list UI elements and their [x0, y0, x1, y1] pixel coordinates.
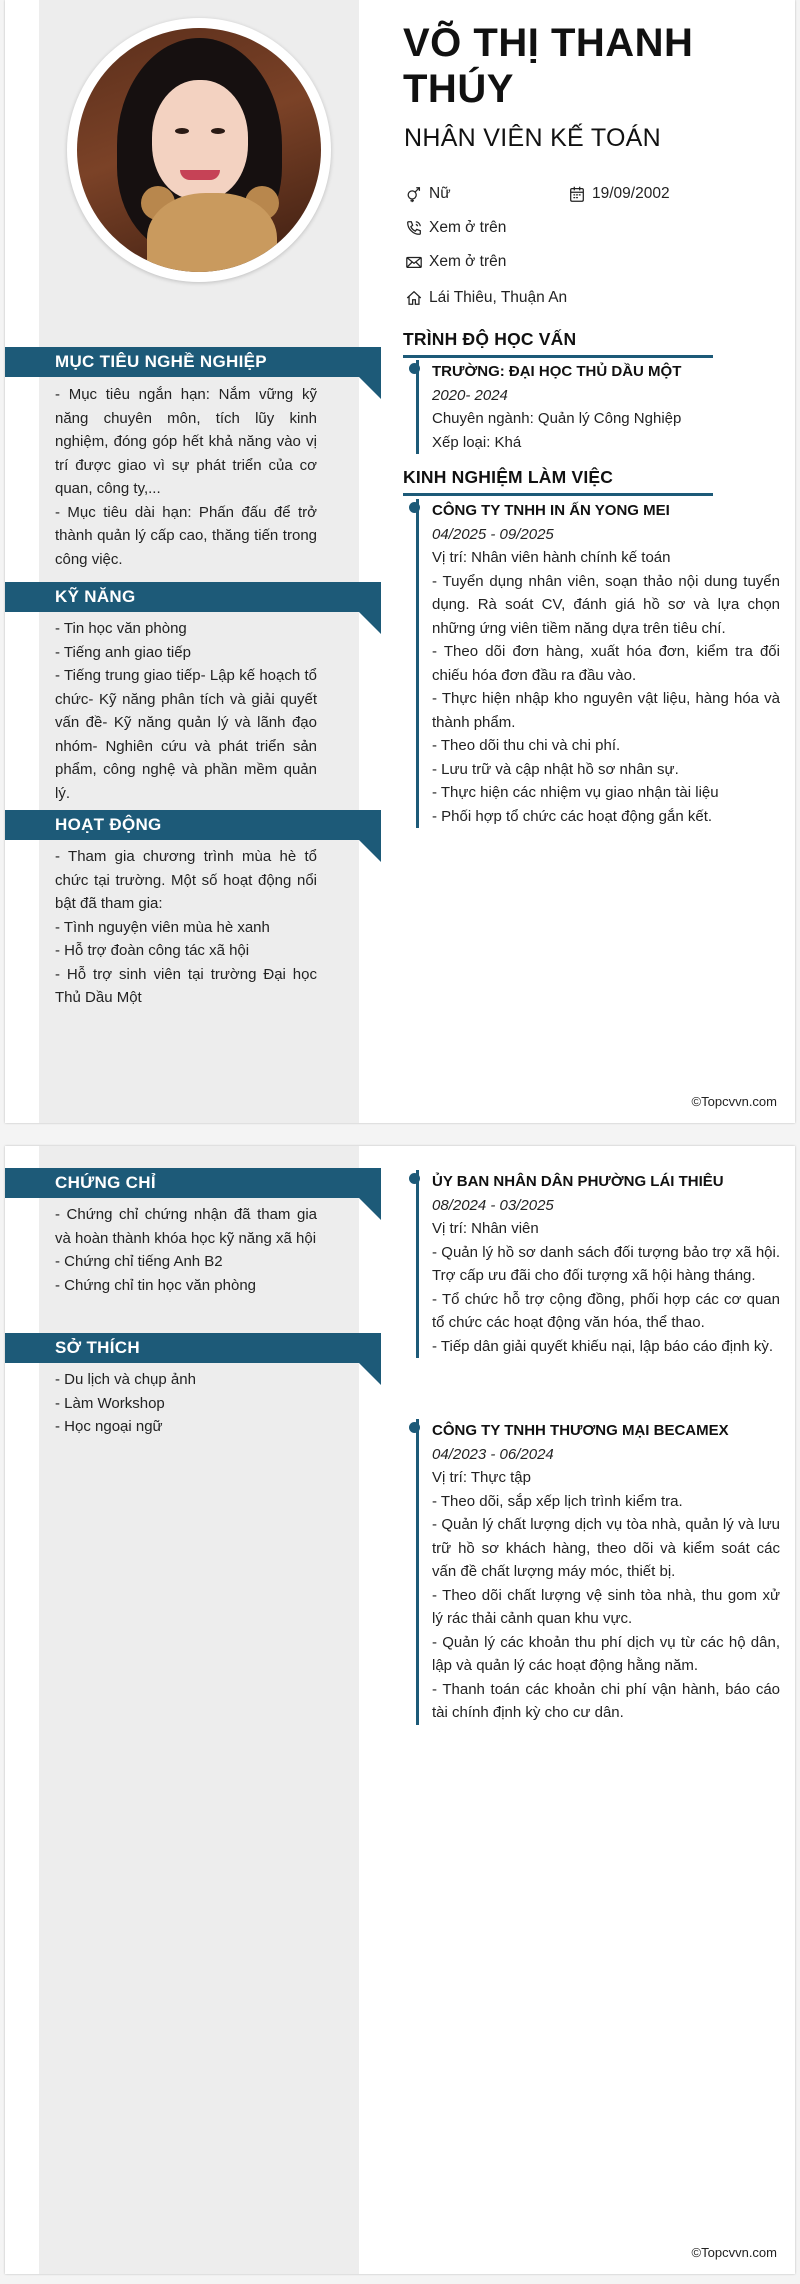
job-line: Vị trí: Nhân viên hành chính kế toán [432, 549, 671, 566]
job-line: - Tổ chức hỗ trợ cộng đồng, phối hợp các cơ quan tổ chức các hoạt động văn hóa, thể thao. [432, 1290, 780, 1331]
school-name: TRƯỜNG: ĐẠI HỌC THỦ DẦU MỘT [432, 363, 682, 380]
activity-item: - Tình nguyện viên mùa hè xanh [55, 918, 270, 936]
job-line: - Thực hiện nhập kho nguyên vật liệu, hàng hóa và thành phẩm. [432, 690, 780, 731]
skills-heading: KỸ NĂNG [5, 582, 381, 612]
mail-icon [405, 253, 423, 271]
job-line: Vị trí: Nhân viên [432, 1220, 539, 1237]
home-icon [405, 289, 423, 307]
job-period: 08/2024 - 03/2025 [432, 1196, 554, 1214]
email-row [405, 252, 506, 272]
education-major: Chuyên ngành: Quản lý Công Nghiệp [432, 410, 682, 427]
job-period: 04/2023 - 06/2024 [432, 1445, 554, 1463]
job-period: 04/2025 - 09/2025 [432, 525, 554, 543]
objective-short-term: - Mục tiêu ngắn hạn: Nắm vững kỹ năng chuyên môn, tích lũy kinh nghiệm, đóng góp hết khả năng vào vị trí được giao vì sự phát triển của cơ quan, công ty,... [55, 386, 317, 497]
education-heading: TRÌNH ĐỘ HỌC VẤN [403, 329, 713, 358]
certificates-list [55, 1203, 317, 1297]
job-line: - Quản lý chất lượng dịch vụ tòa nhà, quản lý và lưu trữ hồ sơ khách hàng, theo dõi và kiểm soát các vấn đề chất lượng máy móc, thiết bị. [432, 1516, 780, 1580]
email-value: Xem ở trên [429, 253, 507, 270]
job-line: Vị trí: Thực tập [432, 1469, 531, 1486]
gender-icon [405, 185, 423, 203]
page-footer: ©Topcvvn.com [691, 2245, 777, 2260]
activity-item: - Hỗ trợ sinh viên tại trường Đại học Thủ Dầu Một [55, 965, 317, 1006]
job-title: NHÂN VIÊN KẾ TOÁN [404, 124, 662, 152]
skill-item: - Tin học văn phòng [55, 620, 187, 637]
dob-value: 19/09/2002 [592, 185, 670, 202]
experience-entry [416, 499, 780, 828]
skill-item: - Tiếng trung giao tiếp- Lập kế hoạch tổ chức- Kỹ năng phân tích và giải quyết vấn đề- Kỹ năng quản lý và lãnh đạo nhóm- Nghiên cứu và phát triển sản phẩm, công nghệ và phần mềm quản lý. [55, 667, 317, 802]
certificate-item: - Chứng chỉ tiếng Anh B2 [55, 1253, 223, 1270]
job-line: - Tuyển dụng nhân viên, soạn thảo nội dung tuyển dụng. Rà soát CV, đánh giá hồ sơ và lựa chọn những ứng viên tiềm năng dựa trên tiêu chí. [432, 572, 780, 637]
timeline-dot [409, 1422, 420, 1433]
job-line: - Thực hiện các nhiệm vụ giao nhận tài liệu [432, 784, 719, 801]
address-value: Lái Thiêu, Thuận An [429, 289, 568, 306]
cv-page-2 [5, 1146, 795, 2274]
job-line: - Theo dõi thu chi và chi phí. [432, 737, 621, 754]
company-name: CÔNG TY TNHH THƯƠNG MẠI BECAMEX [432, 1422, 729, 1439]
education-period: 2020- 2024 [432, 386, 508, 404]
job-line: - Theo dõi đơn hàng, xuất hóa đơn, kiểm tra đối chiếu hóa đơn đầu ra đầu vào. [432, 643, 780, 684]
phone-icon [405, 219, 423, 237]
job-line: - Quản lý các khoản thu phí dịch vụ từ các hộ dân, lập và quản lý các hoạt động hằng năm. [432, 1633, 780, 1674]
timeline-dot [409, 1173, 420, 1184]
objective-long-term: - Mục tiêu dài hạn: Phấn đấu để trở thành quản lý cấp cao, thăng tiến trong công việc. [55, 503, 317, 568]
timeline-dot [409, 363, 420, 374]
hobby-item: - Du lịch và chụp ảnh [55, 1371, 196, 1388]
hobbies-list [55, 1368, 317, 1439]
skills-list [55, 617, 317, 805]
company-name: CÔNG TY TNHH IN ẤN YONG MEI [432, 502, 670, 519]
phone-value: Xem ở trên [429, 219, 507, 236]
candidate-name: VÕ THỊ THANH THÚY [403, 21, 694, 111]
company-name: ỦY BAN NHÂN DÂN PHƯỜNG LÁI THIÊU [432, 1173, 724, 1190]
certificate-item: - Chứng chỉ chứng nhận đã tham gia và hoàn thành khóa học kỹ năng xã hội [55, 1206, 317, 1247]
hobby-item: - Học ngoại ngữ [55, 1418, 163, 1435]
activity-item: - Hỗ trợ đoàn công tác xã hội [55, 942, 250, 959]
timeline-dot [409, 502, 420, 513]
job-line: - Tiếp dân giải quyết khiếu nại, lập báo cáo định kỳ. [432, 1337, 774, 1355]
hobby-item: - Làm Workshop [55, 1394, 165, 1412]
sidebar-column [39, 1146, 359, 2274]
address-row [405, 288, 567, 308]
dob-row [568, 184, 670, 204]
cv-page-1 [5, 0, 795, 1123]
experience-heading: KINH NGHIỆM LÀM VIỆC [403, 467, 713, 496]
gender-value: Nữ [429, 185, 451, 202]
education-entry [416, 360, 780, 454]
phone-row [405, 218, 506, 238]
activity-item: - Tham gia chương trình mùa hè tổ chức tại trường. Một số hoạt động nổi bật đã tham gia: [55, 848, 317, 912]
job-line: - Lưu trữ và cập nhật hồ sơ nhân sự. [432, 760, 679, 778]
job-line: - Theo dõi, sắp xếp lịch trình kiểm tra. [432, 1492, 683, 1510]
objective-heading: MỤC TIÊU NGHỀ NGHIỆP [5, 347, 381, 377]
certificate-item: - Chứng chỉ tin học văn phòng [55, 1276, 256, 1294]
education-rank: Xếp loại: Khá [432, 433, 522, 451]
job-line: - Phối hợp tổ chức các hoạt động gắn kết. [432, 807, 713, 825]
gender-row [405, 184, 451, 204]
job-line: - Thanh toán các khoản chi phí vận hành, báo cáo tài chính định kỳ cho cư dân. [432, 1680, 780, 1721]
job-line: - Quản lý hồ sơ danh sách đối tượng bảo trợ xã hội. Trợ cấp ưu đãi cho đối tượng xã hội hàng tháng. [432, 1243, 780, 1284]
hobbies-heading: SỞ THÍCH [5, 1333, 381, 1363]
job-line: - Theo dõi chất lượng vệ sinh tòa nhà, thu gom xử lý rác thải cảnh quan khu vực. [432, 1586, 780, 1627]
page-footer: ©Topcvvn.com [691, 1094, 777, 1109]
calendar-icon [568, 185, 586, 203]
certificates-heading: CHỨNG CHỈ [5, 1168, 381, 1198]
profile-photo [77, 28, 321, 272]
skill-item: - Tiếng anh giao tiếp [55, 643, 191, 661]
experience-entry [416, 1419, 780, 1725]
activities-heading: HOẠT ĐỘNG [5, 810, 381, 840]
avatar [67, 18, 331, 282]
experience-entry [416, 1170, 780, 1358]
activities-list [55, 845, 317, 1010]
objective-text [55, 383, 317, 571]
